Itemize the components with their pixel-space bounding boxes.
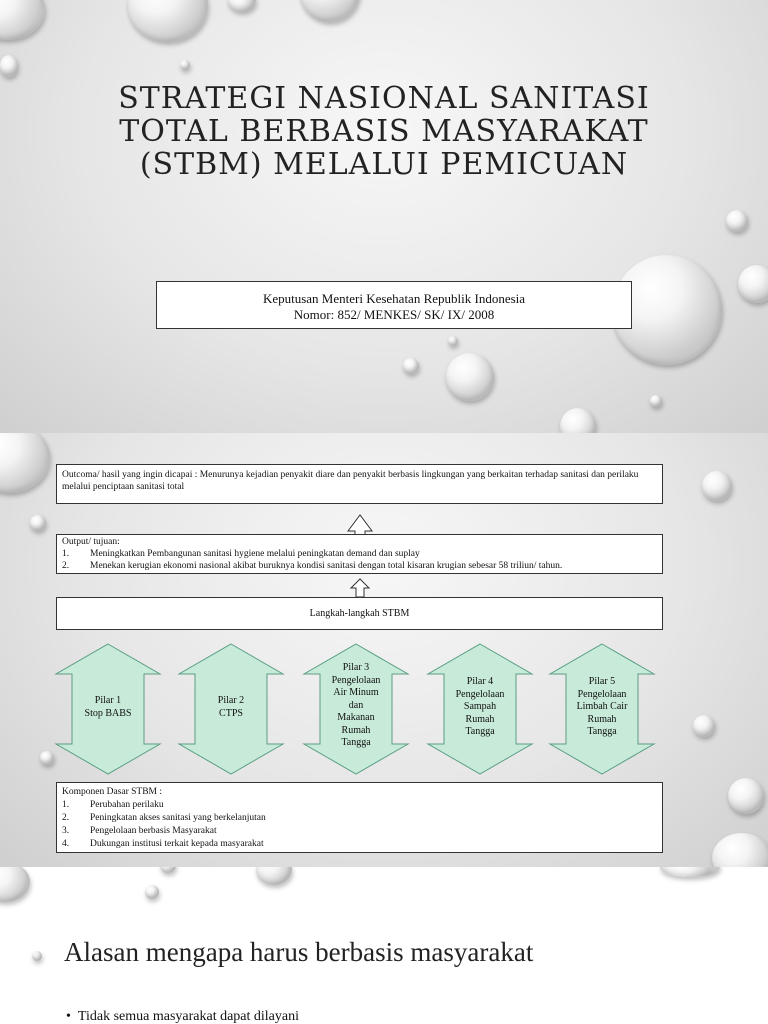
component-item: 3. Pengelolaan berbasis Masyarakat — [62, 826, 217, 836]
water-drop — [560, 408, 596, 433]
water-drop — [300, 0, 360, 22]
output-item: 1. Meningkatkan Pembangunan sanitasi hygiene melalui peningkatan demand dan suplay — [62, 549, 420, 559]
up-arrow-2 — [351, 579, 369, 597]
pillar-2-label: Pilar 2 CTPS — [217, 695, 245, 719]
water-drop — [128, 0, 208, 42]
slide-1 — [0, 0, 768, 433]
component-item: 2. Peningkatan akses sanitasi yang berkelanjutan — [62, 813, 266, 823]
pillar-5-label: Pilar 5 Pengelolaan Limbah Cair Rumah Tangga — [576, 676, 628, 737]
water-drop — [650, 395, 662, 407]
components-heading: Komponen Dasar STBM : — [62, 787, 163, 797]
pillar-1-label: Pilar 1 Stop BABS — [84, 695, 132, 719]
bullet-item: • Tidak semua masyarakat dapat dilayani — [66, 1009, 299, 1024]
water-drop — [738, 265, 768, 303]
water-drop — [0, 55, 18, 77]
components-box — [56, 782, 663, 853]
slide-3-title: Alasan mengapa harus berbasis masyarakat — [64, 937, 534, 967]
water-drop — [32, 951, 42, 961]
water-drop — [0, 0, 45, 40]
water-drop — [446, 353, 494, 401]
water-drop — [660, 867, 720, 877]
water-drop — [448, 336, 458, 346]
output-box — [56, 534, 663, 574]
water-drop — [160, 867, 176, 873]
steps-label: Langkah-langkah STBM — [309, 608, 410, 619]
water-drop — [256, 867, 292, 885]
pillar-4-label: Pilar 4 Pengelolaan Sampah Rumah Tangga — [455, 676, 505, 737]
slide-3 — [0, 867, 768, 1024]
bullet-dot: • — [66, 1009, 78, 1024]
output-item: 2. Menekan kerugian ekonomi nasional akibat buruknya kondisi sanitasi dengan total kisaran krugian sebesar 58 triliun/ tahun. — [62, 561, 563, 571]
slide-title: STRATEGI NASIONAL SANITASI TOTAL BERBASIS MASYARAKAT (STBM) MELALUI PEMICUAN — [118, 81, 650, 182]
water-drop — [145, 885, 159, 899]
pillar-3-label: Pilar 3 Pengelolaan Air Minum dan Makanan Rumah Tangga — [331, 662, 381, 748]
outcome-text: Outcoma/ hasil yang ingin dicapai : Menurunya kejadian penyakit diare dan penyakit berbasis lingkungan yang berkaitan terhadap sanitasi dan perilaku melalui penciptaan sanitasi total — [62, 470, 639, 492]
water-drop — [0, 867, 30, 902]
slide-2 — [0, 433, 768, 867]
component-item: 1. Perubahan perilaku — [62, 800, 164, 810]
decree-line-1: Keputusan Menteri Kesehatan Republik Indonesia — [262, 291, 526, 306]
decree-line-2: Nomor: 852/ MENKES/ SK/ IX/ 2008 — [293, 307, 495, 322]
water-drop — [403, 358, 419, 374]
water-drop — [726, 210, 748, 232]
component-item: 4. Dukungan institusi terkait kepada masyarakat — [62, 839, 264, 849]
steps-box — [56, 597, 663, 630]
output-heading: Output/ tujuan: — [62, 537, 120, 547]
water-drop — [180, 60, 190, 70]
water-drop — [228, 0, 256, 12]
decree-box — [156, 281, 632, 329]
